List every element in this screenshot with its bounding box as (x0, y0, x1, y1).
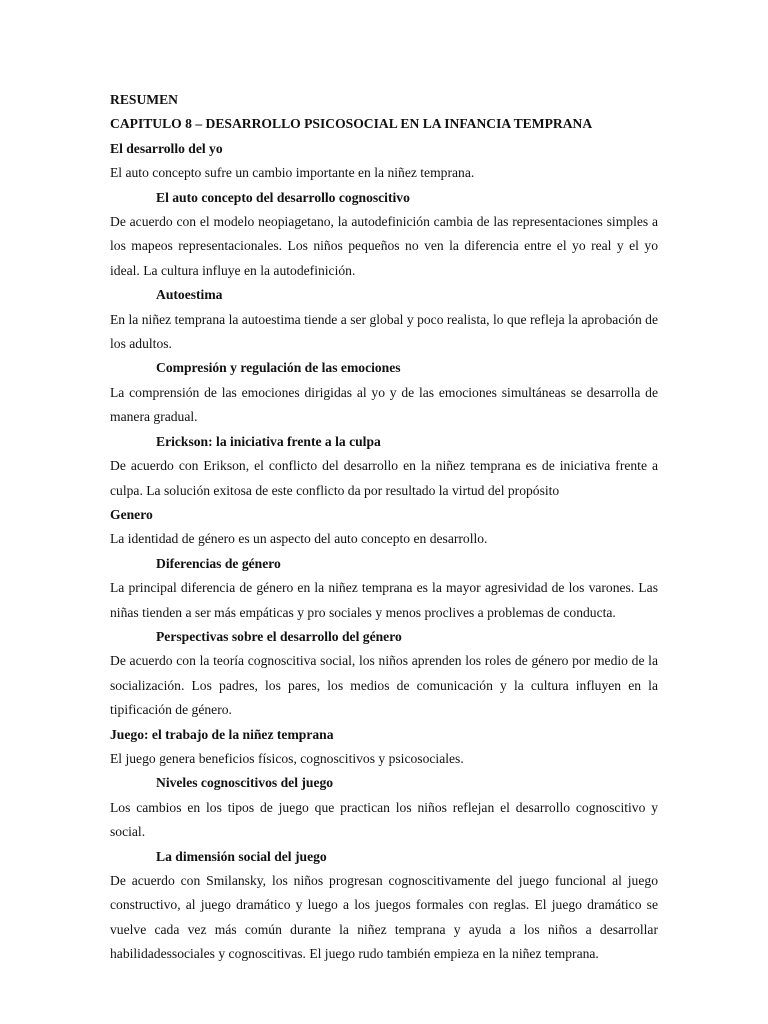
section-text: De acuerdo con Erikson, el conflicto del desarrollo en la niñez temprana es de iniciativa frente a culpa. La solución exitosa de este conflicto da por resultado la virtud del propósito (110, 458, 658, 498)
document-body (110, 88, 658, 967)
section-text: El auto concepto sufre un cambio importante en la niñez temprana. (110, 165, 475, 181)
section-text: En la niñez temprana la autoestima tiende a ser global y poco realista, lo que refleja la aprobación de los adultos. (110, 311, 658, 352)
document-label: RESUMEN (110, 92, 178, 107)
section-heading: Genero (110, 506, 153, 522)
section-text: De acuerdo con la teoría cognoscitiva social, los niños aprenden los roles de género por medio de la socialización. Los padres, los pares, los medios de comunicación y la cultura influyen en la tipificación de género. (110, 653, 658, 718)
section-text: Los cambios en los tipos de juego que practican los niños reflejan el desarrollo cognoscitivo y social. (110, 799, 658, 840)
subsection-heading: Erickson: la iniciativa frente a la culpa (156, 433, 381, 449)
section-text: El juego genera beneficios físicos, cognoscitivos y psicosociales. (110, 750, 464, 766)
section-text: La comprensión de las emociones dirigidas al yo y de las emociones simultáneas se desarrolla de manera gradual. (110, 384, 658, 425)
section-heading: Juego: el trabajo de la niñez temprana (110, 726, 334, 742)
subsection-heading: Perspectivas sobre el desarrollo del género (156, 628, 402, 644)
subsection-heading: Diferencias de género (156, 555, 281, 571)
subsection-heading: Autoestima (156, 287, 223, 303)
section-text: La identidad de género es un aspecto del auto concepto en desarrollo. (110, 531, 488, 547)
subsection-heading: Compresión y regulación de las emociones (156, 360, 401, 376)
subsection-heading: Niveles cognoscitivos del juego (156, 775, 334, 791)
subsection-heading: La dimensión social del juego (156, 848, 327, 864)
section-text: La principal diferencia de género en la niñez temprana es la mayor agresividad de los varones. Las niñas tienden a ser más empáticas y pro sociales y menos proclives a problemas de conducta. (110, 580, 658, 620)
subsection-heading: El auto concepto del desarrollo cognoscitivo (156, 189, 410, 205)
section-text: De acuerdo con el modelo neopiagetano, la autodefinición cambia de las representaciones simples a los mapeos representacionales. Los niños pequeños no ven la diferencia entre el yo real y el yo ideal. La cultura influye en la autodefinición. (110, 214, 658, 278)
section-heading: El desarrollo del yo (110, 140, 223, 156)
chapter-title: CAPITULO 8 – DESARROLLO PSICOSOCIAL EN LA INFANCIA TEMPRANA (110, 116, 593, 132)
section-text: De acuerdo con Smilansky, los niños progresan cognoscitivamente del juego funcional al juego constructivo, al juego dramático y luego a los juegos formales con reglas. El juego dramático se vuelve cada vez más común durante la niñez temprana y ayuda a los niños a desarrollar habilidadessociales y cognoscitivas. El juego rudo también empieza en la niñez temprana. (110, 873, 658, 962)
